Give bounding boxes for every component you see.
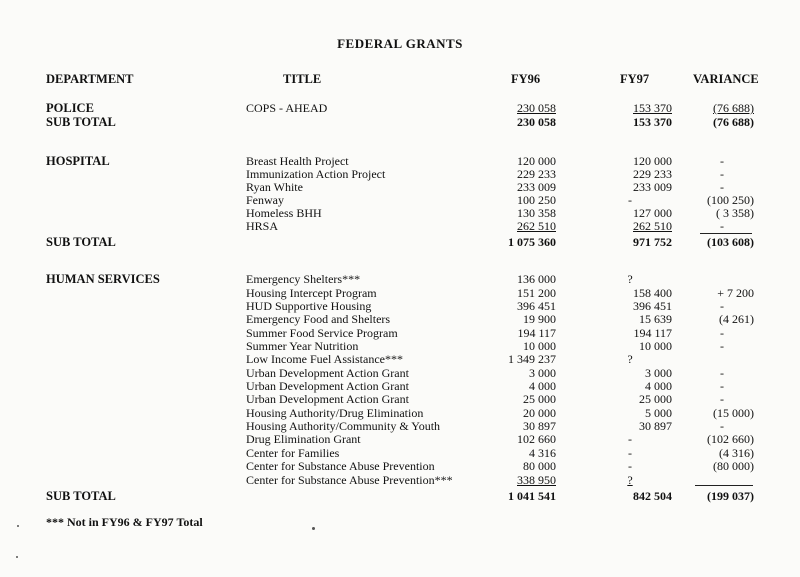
grant-title: Emergency Shelters*** [246, 272, 361, 286]
variance-value: (4 316) [719, 446, 754, 460]
table-row [0, 299, 800, 313]
table-row [0, 473, 800, 487]
grant-title: Drug Elimination Grant [246, 432, 361, 446]
grant-title: Housing Authority/Community & Youth [246, 419, 441, 433]
table-row [0, 392, 800, 406]
variance-value: (4 261) [719, 312, 754, 326]
variance-rule [700, 233, 752, 234]
variance-value: - [720, 326, 724, 340]
grant-title: Urban Development Action Grant [246, 379, 409, 393]
table-row [0, 286, 800, 300]
fy97-value: 3 000 [645, 366, 672, 380]
fy97-value: 229 233 [633, 167, 672, 181]
subtotal-row [0, 235, 800, 249]
table-row [0, 167, 800, 181]
fy96-value: 10 000 [523, 339, 556, 353]
subtotal-row [0, 115, 800, 129]
table-row [0, 193, 800, 207]
variance-value: + 7 200 [717, 286, 754, 300]
table-row [0, 206, 800, 220]
subtotal-fy96: 1 075 360 [508, 235, 556, 249]
fy97-value: 233 009 [633, 180, 672, 194]
table-row [0, 180, 800, 194]
subtotal-label: SUB TOTAL [46, 489, 116, 503]
variance-value: (102 660) [707, 432, 754, 446]
fy96-value: 4 316 [529, 446, 556, 460]
grant-title: Urban Development Action Grant [246, 366, 409, 380]
header-variance: VARIANCE [693, 72, 759, 86]
table-row [0, 272, 800, 286]
fy96-value: 120 000 [517, 154, 556, 168]
fy97-value: ? [627, 352, 633, 366]
variance-value: - [720, 379, 724, 393]
grant-title: Immunization Action Project [246, 167, 386, 181]
subtotal-fy97: 971 752 [633, 235, 672, 249]
variance-rule [695, 485, 753, 486]
subtotal-label: SUB TOTAL [46, 235, 116, 249]
subtotal-fy96: 1 041 541 [508, 489, 556, 503]
fy96-value: 130 358 [517, 206, 556, 220]
fy96-value: 102 660 [517, 432, 556, 446]
fy97-value: 194 117 [633, 326, 672, 340]
grant-title: Summer Year Nutrition [246, 339, 359, 353]
department-hospital: HOSPITAL [46, 154, 110, 168]
table-row [0, 219, 800, 233]
grant-title: Urban Development Action Grant [246, 392, 409, 406]
fy96-value: 100 250 [517, 193, 556, 207]
variance-value: (15 000) [713, 406, 754, 420]
fy96-value: 80 000 [523, 459, 556, 473]
variance-value: - [720, 299, 724, 313]
fy97-value: 127 000 [633, 206, 672, 220]
header-title: TITLE [283, 72, 322, 86]
subtotal-row [0, 489, 800, 503]
fy96-value: 229 233 [517, 167, 556, 181]
fy97-value: 4 000 [645, 379, 672, 393]
fy96-value: 30 897 [523, 419, 556, 433]
fy96-value: 20 000 [523, 406, 556, 420]
variance-value: - [720, 167, 724, 181]
table-row [0, 432, 800, 446]
variance-value: (76 688) [713, 101, 754, 115]
variance-value: (100 250) [707, 193, 754, 207]
grant-title: Housing Authority/Drug Elimination [246, 406, 424, 420]
grant-title: Center for Substance Abuse Prevention [246, 459, 435, 473]
subtotal-fy96: 230 058 [517, 115, 556, 129]
fy96-value: 233 009 [517, 180, 556, 194]
fy96-value: 338 950 [517, 473, 556, 487]
fy97-value: 15 639 [639, 312, 672, 326]
fy97-value: - [628, 193, 632, 207]
table-row [0, 419, 800, 433]
footnote: *** Not in FY96 & FY97 Total [46, 515, 203, 529]
table-row [0, 101, 800, 115]
header-fy96: FY96 [511, 72, 541, 86]
variance-value: - [720, 392, 724, 406]
department-human-services: HUMAN SERVICES [46, 272, 160, 286]
table-row [0, 366, 800, 380]
grant-title: Center for Substance Abuse Prevention*** [246, 473, 453, 487]
grant-title: Center for Families [246, 446, 340, 460]
fy97-value: 25 000 [639, 392, 672, 406]
fy96-value: 230 058 [517, 101, 556, 115]
fy97-value: 262 510 [633, 219, 672, 233]
fy96-value: 3 000 [529, 366, 556, 380]
grant-title: Emergency Food and Shelters [246, 312, 391, 326]
fy97-value: 5 000 [645, 406, 672, 420]
scan-speck [312, 527, 315, 530]
grant-title: Homeless BHH [246, 206, 322, 220]
fy96-value: 19 900 [523, 312, 556, 326]
variance-value: - [720, 419, 724, 433]
fy97-value: 30 897 [639, 419, 672, 433]
table-row [0, 312, 800, 326]
table-row [0, 339, 800, 353]
fy96-value: 1 349 237 [508, 352, 556, 366]
fy97-value: ? [627, 272, 633, 286]
table-row [0, 326, 800, 340]
fy96-value: 194 117 [517, 326, 556, 340]
grant-title: Summer Food Service Program [246, 326, 398, 340]
table-row [0, 154, 800, 168]
department-police: POLICE [46, 101, 94, 115]
variance-value: ( 3 358) [716, 206, 754, 220]
fy97-value: 158 400 [633, 286, 672, 300]
variance-value: - [720, 339, 724, 353]
fy97-value: 10 000 [639, 339, 672, 353]
subtotal-fy97: 153 370 [633, 115, 672, 129]
subtotal-variance: (76 688) [713, 115, 754, 129]
table-row [0, 446, 800, 460]
fy97-value: 396 451 [633, 299, 672, 313]
fy96-value: 151 200 [517, 286, 556, 300]
fy96-value: 262 510 [517, 219, 556, 233]
variance-value: - [720, 366, 724, 380]
table-row [0, 352, 800, 366]
subtotal-variance: (103 608) [707, 235, 754, 249]
grant-title: HUD Supportive Housing [246, 299, 372, 313]
fy96-value: 396 451 [517, 299, 556, 313]
header-fy97: FY97 [620, 72, 650, 86]
scan-speck [16, 556, 18, 558]
grant-title: Breast Health Project [246, 154, 349, 168]
table-row [0, 459, 800, 473]
fy97-value: - [628, 459, 632, 473]
variance-value: - [720, 180, 724, 194]
grant-title: Fenway [246, 193, 284, 207]
scan-speck [17, 525, 19, 527]
grant-title: HRSA [246, 219, 279, 233]
variance-value: - [720, 154, 724, 168]
page-title: FEDERAL GRANTS [337, 36, 463, 51]
fy97-value: - [628, 432, 632, 446]
fy96-value: 136 000 [517, 272, 556, 286]
subtotal-fy97: 842 504 [633, 489, 672, 503]
table-row [0, 379, 800, 393]
subtotal-variance: (199 037) [707, 489, 754, 503]
fy96-value: 4 000 [529, 379, 556, 393]
grant-title: Low Income Fuel Assistance*** [246, 352, 403, 366]
variance-value: (80 000) [713, 459, 754, 473]
variance-value: - [720, 219, 724, 233]
fy97-value: ? [627, 473, 633, 487]
fy97-value: - [628, 446, 632, 460]
header-department: DEPARTMENT [46, 72, 134, 86]
grant-title: Ryan White [246, 180, 303, 194]
grant-title: Housing Intercept Program [246, 286, 377, 300]
fy96-value: 25 000 [523, 392, 556, 406]
grant-title: COPS - AHEAD [246, 101, 328, 115]
fy97-value: 120 000 [633, 154, 672, 168]
fy97-value: 153 370 [633, 101, 672, 115]
table-row [0, 406, 800, 420]
subtotal-label: SUB TOTAL [46, 115, 116, 129]
